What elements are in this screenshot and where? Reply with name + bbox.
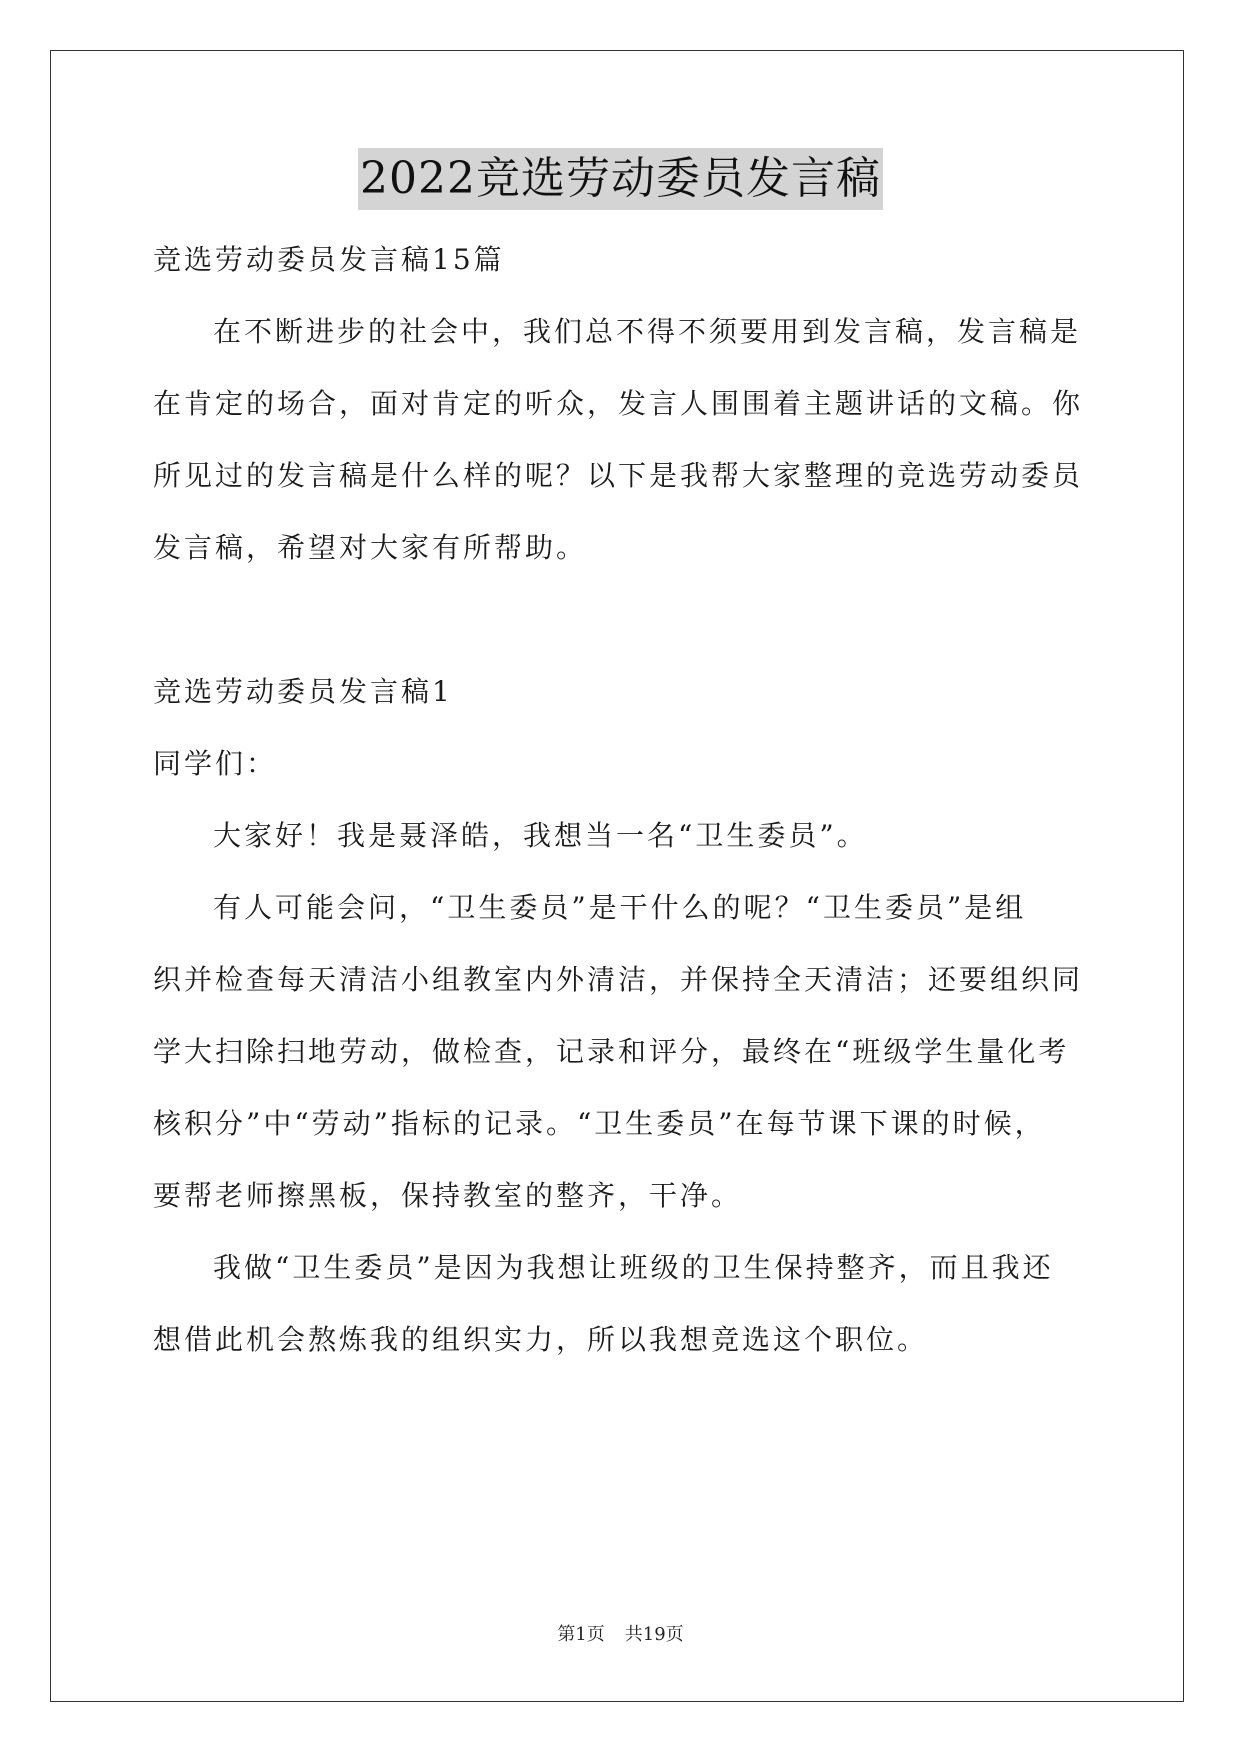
- paragraph-line: 要帮老师擦黑板，保持教室的整齐，干净。: [153, 1179, 743, 1212]
- paragraph-line: 大家好！我是聂泽皓，我想当一名“卫生委员”。: [213, 819, 868, 852]
- paragraph-line: 想借此机会熬炼我的组织实力，所以我想竞选这个职位。: [153, 1323, 929, 1356]
- paragraph-line: 我做“卫生委员”是因为我想让班级的卫生保持整齐，而且我还: [213, 1251, 1054, 1284]
- paragraph-line: 核积分”中“劳动”指标的记录。“卫生委员”在每节课下课的时候，: [153, 1107, 1046, 1140]
- page-number: 第1页: [557, 1624, 605, 1645]
- title-container: [0, 148, 1241, 210]
- section-heading: 竞选劳动委员发言稿1: [153, 675, 453, 708]
- page-footer: [0, 1620, 1241, 1646]
- paragraph-line: 织并检查每天清洁小组教室内外清洁，并保持全天清洁；还要组织同: [153, 963, 1084, 996]
- paragraph-line: 所见过的发言稿是什么样的呢？以下是我帮大家整理的竞选劳动委员: [153, 459, 1084, 492]
- paragraph-line: 在不断进步的社会中，我们总不得不须要用到发言稿，发言稿是: [213, 315, 1082, 348]
- paragraph-line: 学大扫除扫地劳动，做检查，记录和评分，最终在“班级学生量化考: [153, 1035, 1070, 1068]
- paragraph-line: 在肯定的场合，面对肯定的听众，发言人围围着主题讲话的文稿。你: [153, 387, 1084, 420]
- subtitle-line: 竞选劳动委员发言稿15篇: [153, 243, 505, 276]
- paragraph-line: 有人可能会问，“卫生委员”是干什么的呢？“卫生委员”是组: [213, 891, 1027, 924]
- page-total: 共19页: [624, 1624, 684, 1645]
- paragraph-line: 发言稿，希望对大家有所帮助。: [153, 531, 588, 564]
- document-title: 2022竞选劳动委员发言稿: [358, 148, 883, 210]
- salutation-line: 同学们：: [153, 747, 278, 780]
- page-border: [50, 50, 1184, 1702]
